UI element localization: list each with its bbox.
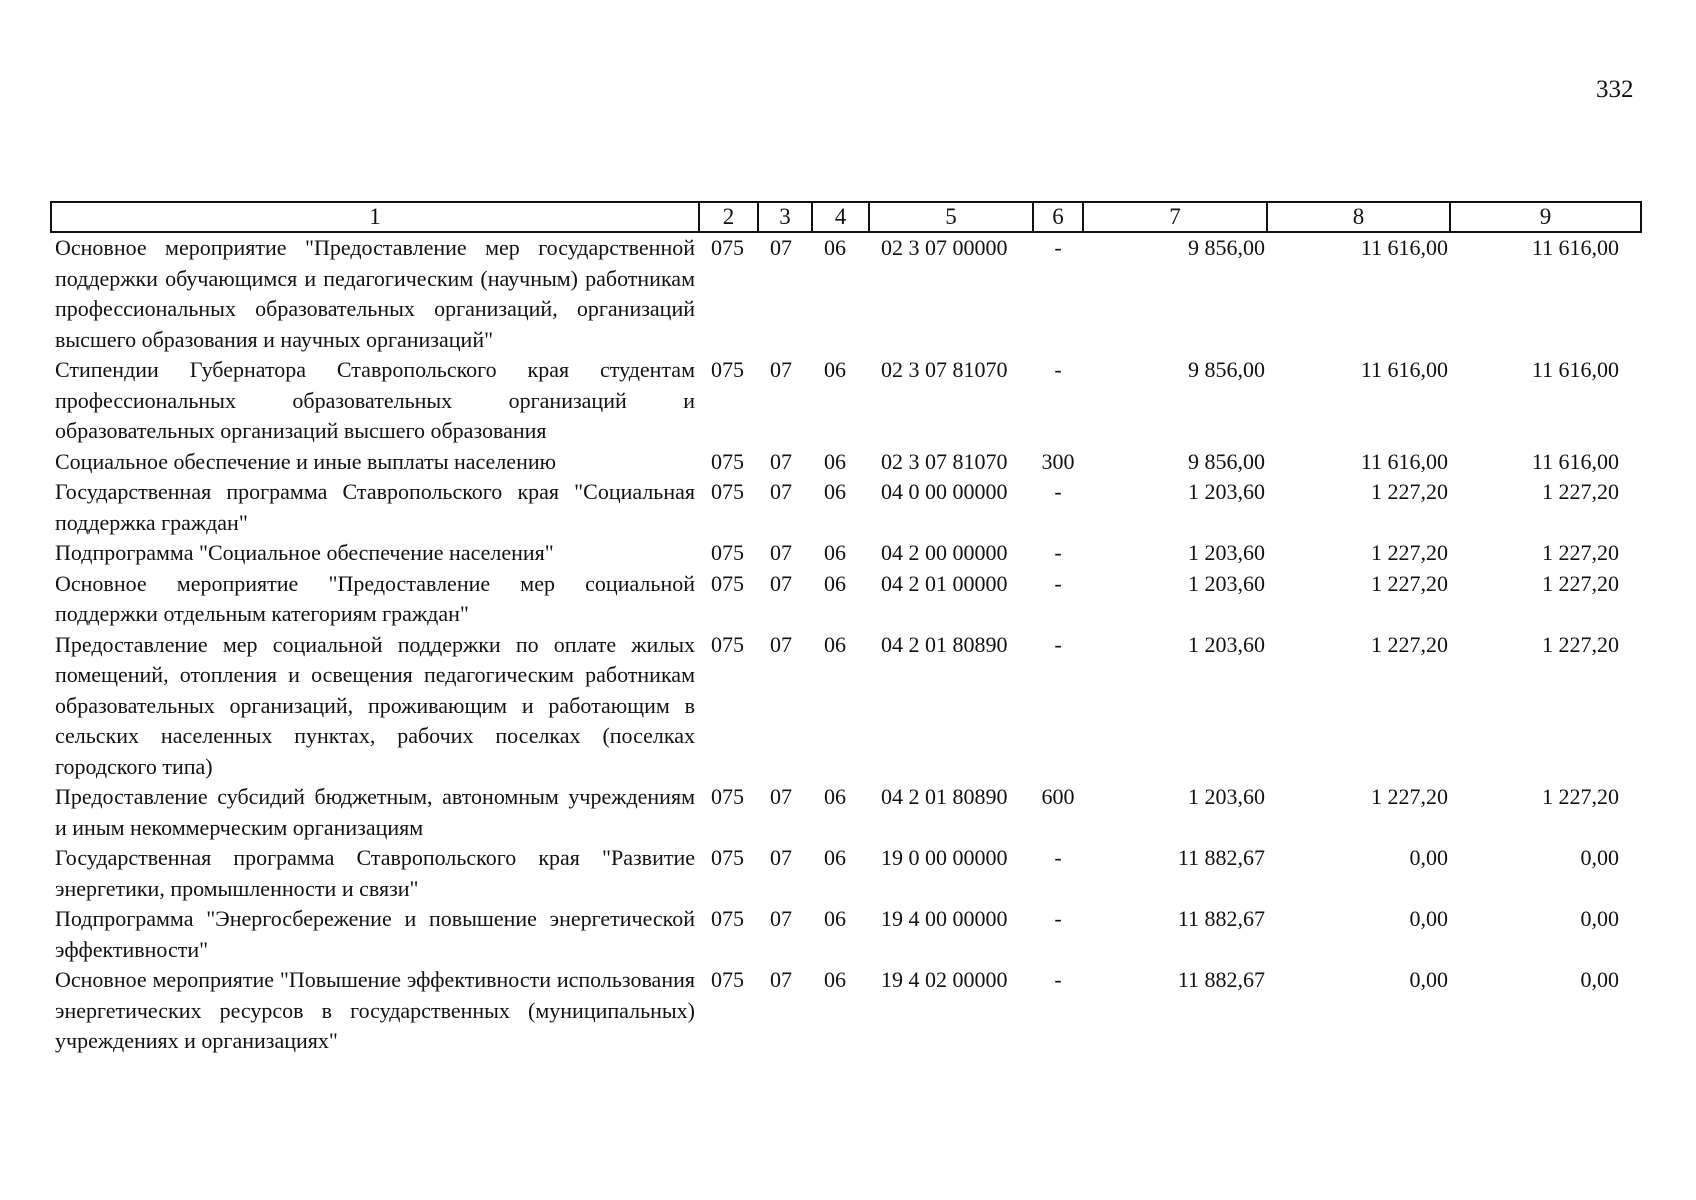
row-col-6: -: [1054, 967, 1062, 992]
row-col-9: 11 616,00: [1531, 448, 1619, 474]
row-col-7: 11 882,67: [1177, 906, 1265, 931]
row-col-9: 11 616,00: [1531, 235, 1619, 260]
row-col-8: 1 227,20: [1371, 540, 1448, 565]
row-name: Основное мероприятие "Предоставление мер социальной поддержки отдельным категориям граждан": [55, 570, 695, 626]
row-col-2: 075: [711, 479, 744, 504]
row-col-3: 07: [770, 906, 792, 931]
row-col-5: 19 4 02 00000: [881, 967, 1008, 992]
row-col-3: 07: [770, 631, 792, 657]
row-col-9: 11 616,00: [1531, 357, 1619, 382]
row-col-5: 19 0 00 00000: [881, 845, 1008, 870]
row-col-3: 07: [770, 540, 792, 565]
row-col-8: 0,00: [1409, 845, 1448, 870]
row-name: Стипендии Губернатора Ставропольского края студентам профессиональных образовательных организаций и образовательных организаций высшего образования: [55, 357, 695, 443]
row-col-2: 075: [711, 570, 744, 596]
row-col-8: 0,00: [1409, 906, 1448, 931]
row-col-7: 1 203,60: [1188, 570, 1265, 596]
row-col-6: -: [1054, 845, 1062, 870]
row-col-5: 19 4 00 00000: [881, 906, 1008, 931]
row-col-4: 06: [824, 845, 846, 870]
row-name: Социальное обеспечение и иные выплаты населению: [55, 448, 557, 474]
row-col-6: -: [1054, 540, 1062, 565]
row-col-4: 06: [824, 448, 846, 474]
row-col-4: 06: [824, 906, 846, 931]
row-col-2: 075: [711, 845, 744, 870]
row-col-6: -: [1054, 235, 1062, 260]
row-col-9: 1 227,20: [1542, 479, 1619, 504]
row-col-3: 07: [770, 357, 792, 382]
row-col-8: 0,00: [1409, 967, 1448, 992]
row-col-3: 07: [770, 784, 792, 809]
row-col-2: 075: [711, 631, 744, 657]
row-col-2: 075: [711, 357, 744, 382]
row-col-7: 11 882,67: [1177, 845, 1265, 870]
row-col-8: 11 616,00: [1360, 235, 1448, 260]
row-col-5: 04 0 00 00000: [881, 479, 1008, 504]
row-col-7: 9 856,00: [1188, 448, 1265, 474]
row-name: Предоставление субсидий бюджетным, автономным учреждениям и иным некоммерческим организациям: [55, 784, 695, 840]
row-col-4: 06: [824, 570, 846, 596]
row-col-9: 0,00: [1580, 845, 1619, 870]
row-col-6: -: [1054, 631, 1062, 657]
row-col-6: -: [1054, 357, 1062, 382]
table-row: [51, 569, 1641, 630]
header-col-1: 1: [51, 202, 699, 232]
row-col-5: 04 2 01 80890: [881, 784, 1008, 809]
header-col-7: 7: [1083, 202, 1267, 232]
row-col-9: 1 227,20: [1542, 631, 1619, 657]
row-col-2: 075: [711, 906, 744, 931]
row-name: Государственная программа Ставропольского края "Социальная поддержка граждан": [55, 479, 695, 535]
row-col-5: 02 3 07 81070: [881, 448, 1008, 474]
row-col-4: 06: [824, 967, 846, 992]
row-col-4: 06: [824, 479, 846, 504]
table-row: [51, 538, 1641, 569]
header-col-3: 3: [758, 202, 812, 232]
row-col-3: 07: [770, 448, 792, 474]
row-col-5: 04 2 00 00000: [881, 540, 1008, 565]
row-col-7: 9 856,00: [1188, 357, 1265, 382]
row-col-2: 075: [711, 540, 744, 565]
row-col-7: 1 203,60: [1188, 631, 1265, 657]
row-name: Государственная программа Ставропольского края "Развитие энергетики, промышленности и связи": [55, 845, 695, 901]
row-col-3: 07: [770, 235, 792, 260]
row-col-7: 1 203,60: [1188, 784, 1265, 809]
row-col-4: 06: [824, 631, 846, 657]
row-col-2: 075: [711, 784, 744, 809]
row-col-4: 06: [824, 357, 846, 382]
header-col-6: 6: [1033, 202, 1083, 232]
header-col-9: 9: [1450, 202, 1641, 232]
row-col-3: 07: [770, 845, 792, 870]
row-col-3: 07: [770, 570, 792, 596]
row-col-9: 0,00: [1580, 906, 1619, 931]
table-row: [51, 355, 1641, 447]
row-col-8: 11 616,00: [1360, 448, 1448, 474]
row-col-5: 04 2 01 80890: [881, 631, 1008, 657]
row-col-8: 1 227,20: [1371, 784, 1448, 809]
table-row: [51, 782, 1641, 843]
row-name: Предоставление мер социальной поддержки по оплате жилых помещений, отопления и освещения педагогическим работникам образовательных организаций, проживающим и работающим в сельских населенных пунктах, рабочих поселках (поселках городского типа): [55, 631, 695, 779]
row-col-7: 1 203,60: [1188, 540, 1265, 565]
row-col-8: 1 227,20: [1371, 570, 1448, 596]
row-col-9: 0,00: [1580, 967, 1619, 992]
table-row: [51, 965, 1641, 1057]
row-col-7: 9 856,00: [1188, 235, 1265, 260]
row-col-6: -: [1054, 906, 1062, 931]
row-col-4: 06: [824, 235, 846, 260]
table-header-row: [51, 202, 1641, 232]
row-col-9: 1 227,20: [1542, 784, 1619, 809]
row-col-3: 07: [770, 479, 792, 504]
row-col-8: 1 227,20: [1371, 631, 1448, 657]
row-name: Подпрограмма "Социальное обеспечение населения": [55, 540, 554, 565]
header-col-8: 8: [1267, 202, 1450, 232]
row-col-4: 06: [824, 784, 846, 809]
table-row: [51, 904, 1641, 965]
row-col-5: 04 2 01 00000: [881, 570, 1008, 596]
row-col-4: 06: [824, 540, 846, 565]
row-col-6: -: [1054, 570, 1062, 596]
table-row: [51, 447, 1641, 478]
row-col-3: 07: [770, 967, 792, 992]
header-col-2: 2: [699, 202, 758, 232]
row-col-5: 02 3 07 81070: [881, 357, 1008, 382]
table-row: [51, 630, 1641, 783]
row-col-9: 1 227,20: [1542, 540, 1619, 565]
row-col-6: 600: [1041, 784, 1075, 809]
row-name: Основное мероприятие "Предоставление мер государственной поддержки обучающимся и педагогическим (научным) работникам профессиональных образовательных организаций, организаций высшего образования и научных организаций": [55, 235, 695, 352]
row-col-2: 075: [711, 235, 744, 260]
table-row: [51, 232, 1641, 355]
table-row: [51, 843, 1641, 904]
row-col-9: 1 227,20: [1542, 570, 1619, 596]
table-row: [51, 477, 1641, 538]
row-col-7: 1 203,60: [1188, 479, 1265, 504]
row-col-2: 075: [711, 967, 744, 992]
row-name: Основное мероприятие "Повышение эффективности использования энергетических ресурсов в государственных (муниципальных) учреждениях и организациях": [55, 967, 695, 1053]
row-col-6: -: [1054, 479, 1062, 504]
row-name: Подпрограмма "Энергосбережение и повышение энергетической эффективности": [55, 906, 695, 962]
row-col-2: 075: [711, 448, 744, 474]
header-col-4: 4: [812, 202, 869, 232]
row-col-6: 300: [1041, 448, 1075, 474]
row-col-8: 11 616,00: [1360, 357, 1448, 382]
header-col-5: 5: [869, 202, 1033, 232]
row-col-7: 11 882,67: [1177, 967, 1265, 992]
page-number: 332: [1596, 76, 1634, 103]
row-col-8: 1 227,20: [1371, 479, 1448, 504]
budget-table: [50, 201, 1642, 1057]
row-col-5: 02 3 07 00000: [881, 235, 1008, 260]
